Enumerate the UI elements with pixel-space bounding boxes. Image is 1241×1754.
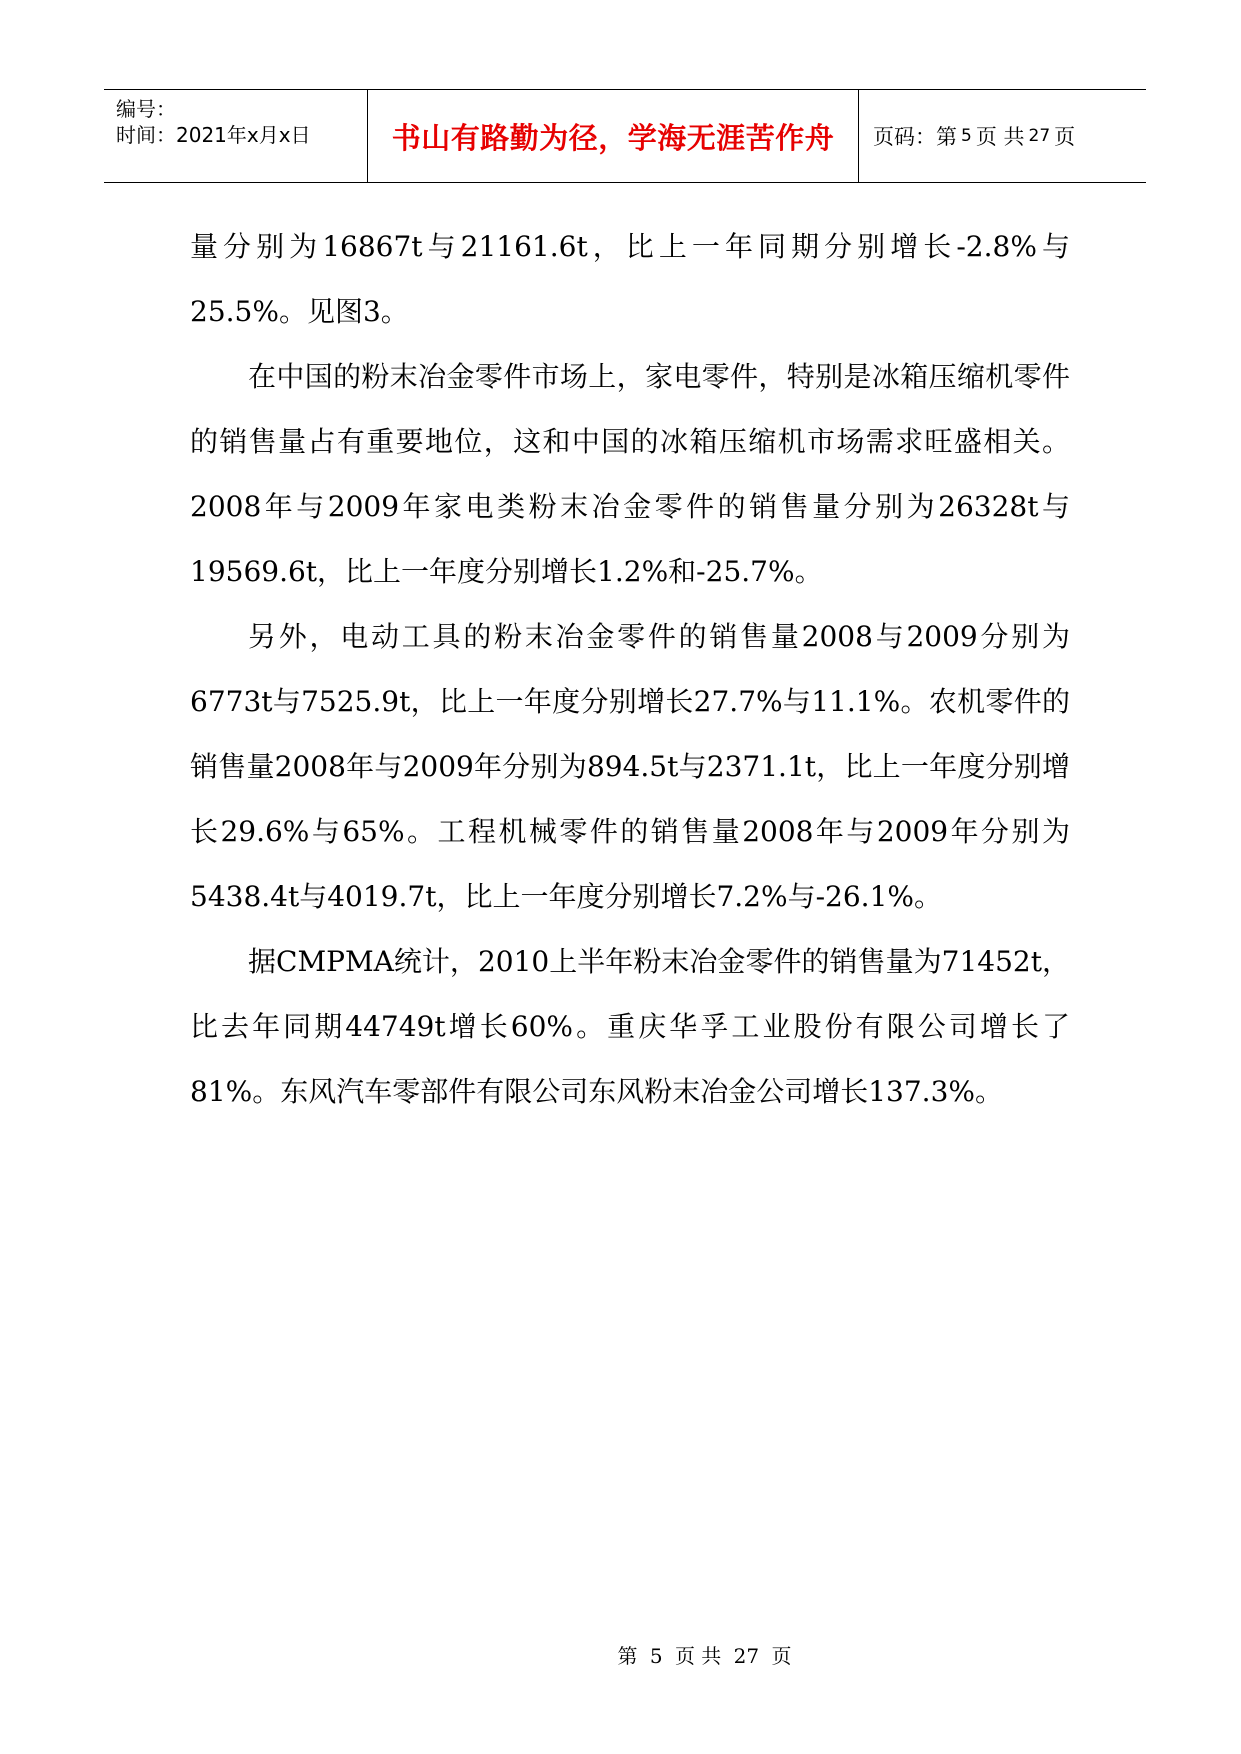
header-motto-cell [368, 90, 859, 182]
footer-middle: 页 共 [674, 1644, 722, 1668]
header-meta [104, 90, 368, 182]
header-page-middle: 页 共 [975, 125, 1025, 149]
header-page-number: 5 [961, 126, 972, 146]
document-body [190, 214, 1070, 1124]
header-page-info [859, 90, 1146, 182]
footer-suffix: 页 [771, 1644, 792, 1668]
footer-page-total: 27 [733, 1644, 760, 1668]
page-header [104, 89, 1146, 183]
header-page-prefix: 页码：第 [873, 125, 957, 149]
paragraph-2: 在中国的粉末冶金零件市场上，家电零件，特别是冰箱压缩机零件的销售量占有重要地位，这和中国的冰箱压缩机市场需求旺盛相关。2008年与2009年家电类粉末冶金零件的销售量分别为26328t与19569.6t，比上一年度分别增长1.2%和-25.7%。 [190, 360, 1070, 588]
footer-page-number: 5 [649, 1644, 663, 1668]
footer-prefix: 第 [617, 1644, 638, 1668]
paragraph-3: 另外，电动工具的粉末冶金零件的销售量2008与2009分别为6773t与7525.9t，比上一年度分别增长27.7%与11.1%。农机零件的销售量2008年与2009年分别为894.5t与2371.1t，比上一年度分别增长29.6%与65%。工程机械零件的销售量2008年与2009年分别为5438.4t与4019.7t，比上一年度分别增长7.2%与-26.1%。 [190, 620, 1070, 913]
paragraph-1: 量分别为16867t与21161.6t，比上一年同期分别增长-2.8%与25.5%。见图3。 [190, 230, 1070, 328]
serial-label: 编号： [116, 97, 176, 121]
header-page-total: 27 [1028, 126, 1051, 146]
page-footer [0, 1640, 1241, 1669]
time-label: 时间：2021年x月x日 [116, 123, 311, 147]
header-motto: 书山有路勤为径，学海无涯苦作舟 [391, 120, 835, 155]
paragraph-4: 据CMPMA统计，2010上半年粉末冶金零件的销售量为71452t，比去年同期44749t增长60%。重庆华孚工业股份有限公司增长了81%。东风汽车零部件有限公司东风粉末冶金公司增长137.3%。 [190, 945, 1070, 1108]
header-page-suffix: 页 [1054, 125, 1076, 149]
